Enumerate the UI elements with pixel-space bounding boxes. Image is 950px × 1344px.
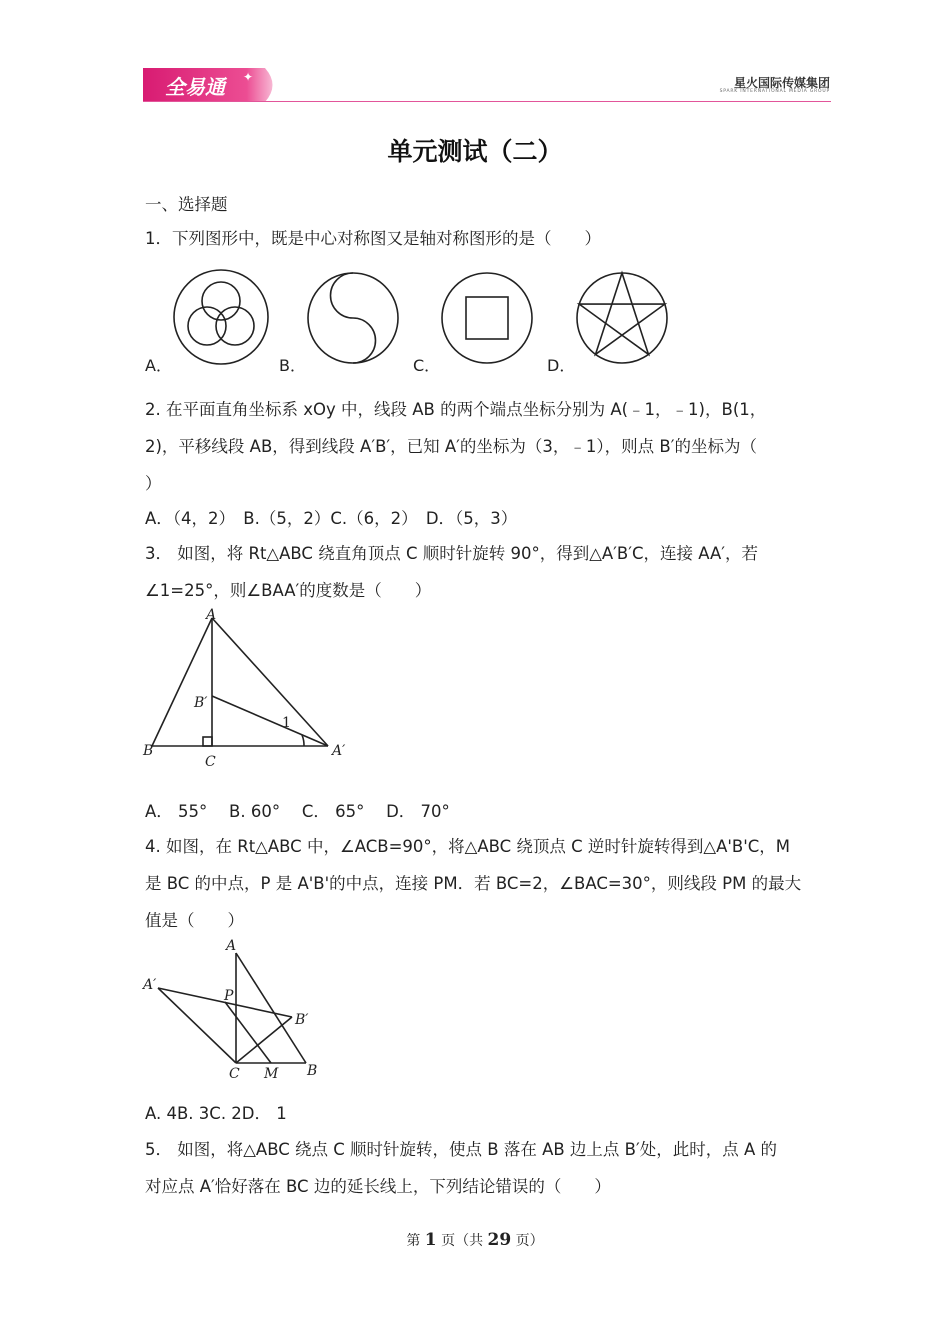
figure-a-trefoil — [170, 266, 272, 368]
q1-label-d: D． — [547, 356, 576, 375]
brand-subtitle: SPARK INTERNATIONAL MEDIA GROUP — [719, 89, 830, 94]
q4-label-p: P — [224, 988, 234, 1004]
q5-line1: 5． 如图，将△ABC 绕点 C 顺时针旋转，使点 B 落在 AB 边上点 B′处，此时，点 A 的 — [145, 1140, 778, 1159]
q4-label-b-prime: B′ — [295, 1012, 309, 1028]
q3-label-a-prime: A′ — [332, 743, 346, 759]
header-rule — [143, 101, 831, 102]
page-title: 单元测试（二） — [387, 137, 563, 166]
footer-page-number: 1 — [424, 1230, 437, 1250]
q4-options: A. 4B. 3C. 2D． 1 — [145, 1104, 287, 1123]
q2-line1: 2. 在平面直角坐标系 xOy 中，线段 AB 的两个端点坐标分别为 A(﹣1，﹣1)，B(1， — [145, 400, 767, 419]
q4-line2: 是 BC 的中点，P 是 A'B'的中点，连接 PM．若 BC=2，∠BAC=30°，则线段 PM 的最大 — [145, 874, 802, 893]
q3-label-b: B — [143, 743, 154, 759]
q1-text: 1．下列图形中，既是中心对称图又是轴对称图形的是（ ） — [145, 229, 601, 248]
q3-label-a: A — [206, 607, 217, 623]
section-heading: 一、选择题 — [145, 195, 228, 214]
q1-label-a: A． — [145, 356, 172, 375]
q5-line2: 对应点 A′恰好落在 BC 边的延长线上，下列结论错误的（ ） — [145, 1177, 611, 1196]
q4-figure — [140, 935, 340, 1085]
footer-total-pages: 29 — [487, 1230, 512, 1250]
q4-line3: 值是（ ） — [145, 911, 244, 930]
q4-label-c: C — [229, 1066, 240, 1082]
q1-label-b: B． — [279, 356, 306, 375]
figure-d-pentagram — [572, 269, 672, 369]
q3-line2: ∠1=25°，则∠BAA′的度数是（ ） — [145, 581, 432, 600]
q3-line1: 3． 如图，将 Rt△ABC 绕直角顶点 C 顺时针旋转 90°，得到△A′B′C，连接 AA′，若 — [145, 544, 759, 563]
footer-pre: 第 — [406, 1233, 425, 1249]
footer-post: 页） — [511, 1233, 544, 1249]
q4-label-a: A — [226, 938, 237, 954]
page-footer — [0, 1230, 950, 1250]
q2-options: A．（4，2） B.（5，2）C.（6，2） D．（5，3） — [145, 509, 518, 528]
q4-label-m: M — [264, 1066, 279, 1082]
brand-name: 星火国际传媒集团 — [733, 76, 830, 90]
q2-line3: ） — [145, 474, 162, 493]
q1-label-c: C． — [413, 356, 441, 375]
logo — [143, 68, 280, 102]
logo-text: 全易通 — [165, 75, 225, 99]
footer-mid: 页（共 — [436, 1233, 488, 1249]
q3-label-b-prime: B′ — [194, 695, 208, 711]
figure-c-circle-square — [438, 269, 536, 367]
q3-label-c: C — [205, 754, 216, 770]
q2-line2: 2)，平移线段 AB，得到线段 A′B′，已知 A′的坐标为（3，﹣1），则点 B′的坐标为（ — [145, 437, 757, 456]
sparkle-icon: ✦ — [243, 70, 254, 84]
q4-line1: 4. 如图，在 Rt△ABC 中，∠ACB=90°，将△ABC 绕顶点 C 逆时针旋转得到△A'B'C，M — [145, 837, 791, 856]
figure-b-yinyang — [304, 269, 402, 367]
q4-label-b: B — [307, 1063, 318, 1079]
q3-label-angle1: 1 — [282, 715, 291, 731]
q3-figure — [140, 605, 360, 775]
q4-label-a-prime: A′ — [143, 977, 157, 993]
q3-options: A． 55° B. 60° C． 65° D． 70° — [145, 802, 450, 821]
